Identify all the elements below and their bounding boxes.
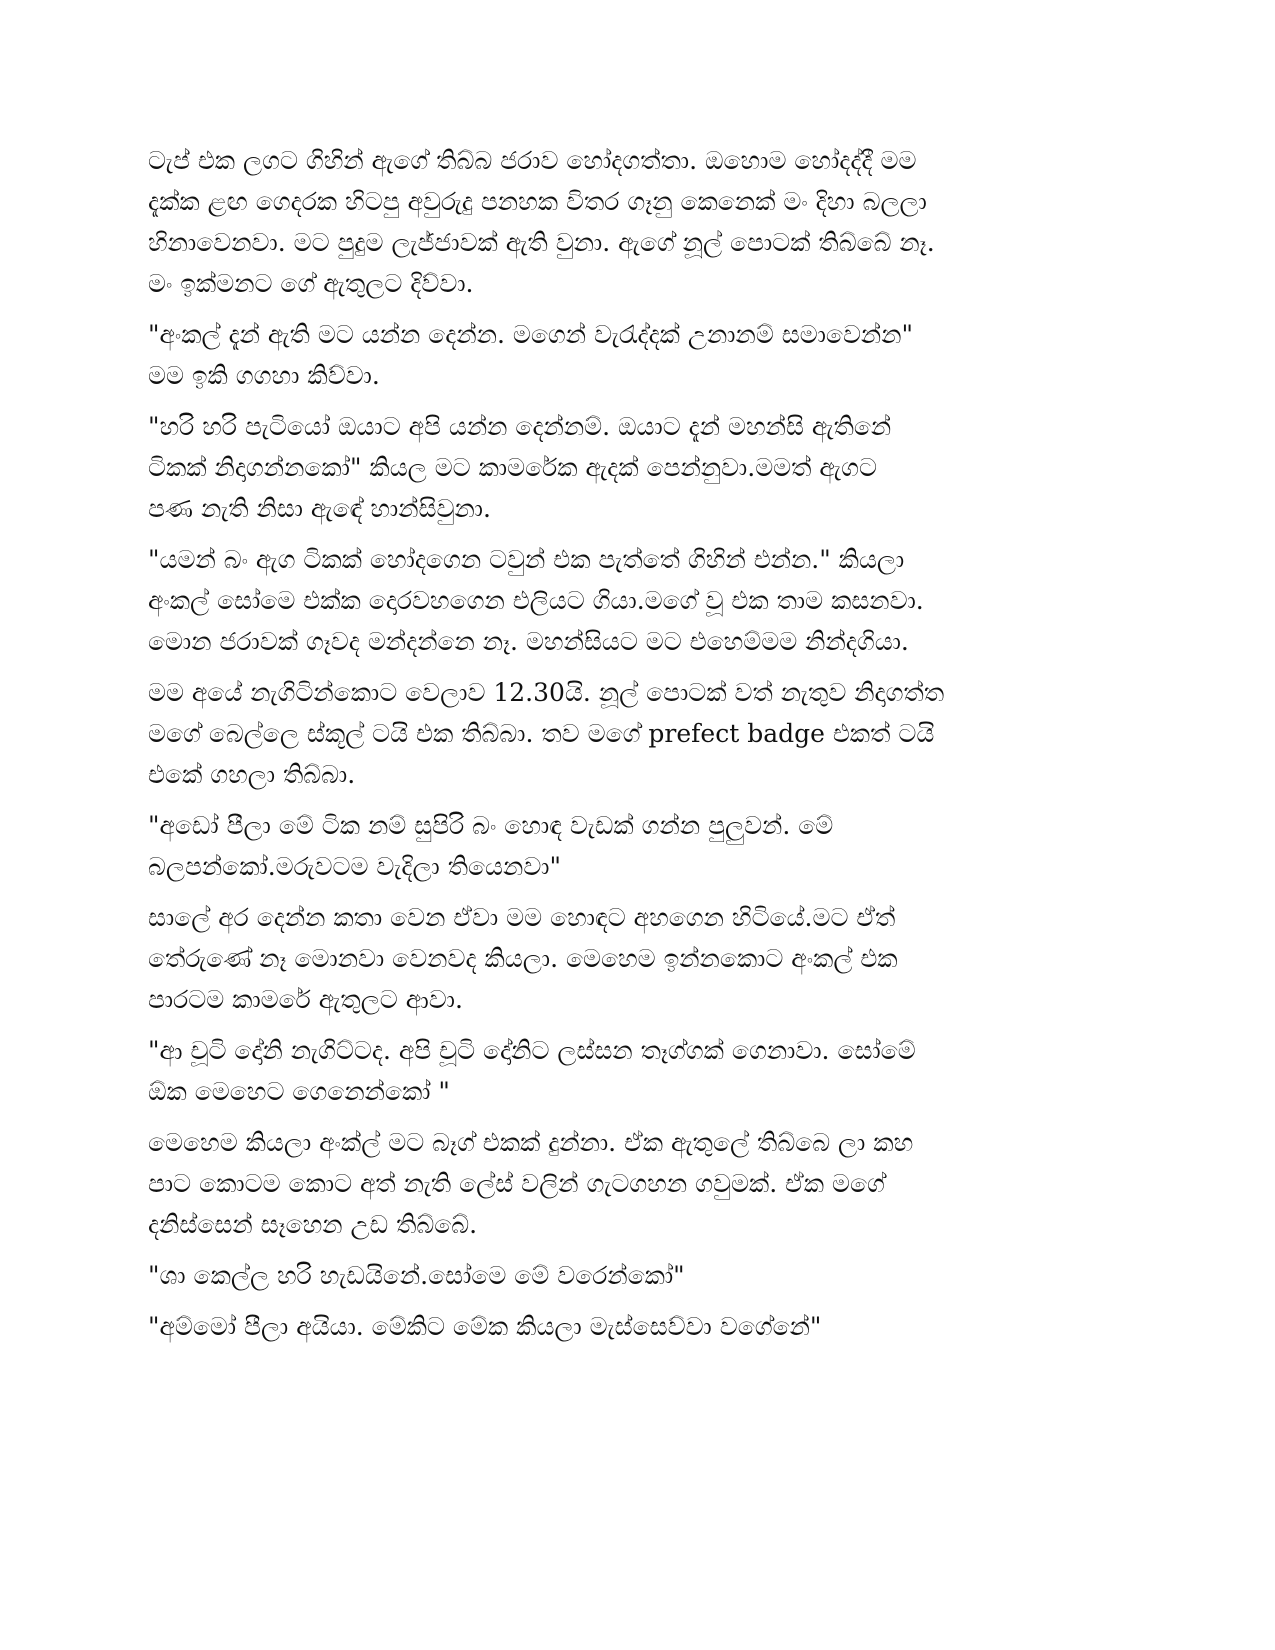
text-line: ටිකක් නිදාගන්නකෝ" කියල මට කාමරේක ඇදක් පෙන්නුවා.මමත් ඇගට: [148, 453, 877, 482]
text-line: පණ නැති නිසා ඇඳේ හාන්සිවුනා.: [148, 494, 491, 523]
paragraph-8: [148, 1030, 1138, 1112]
text-line: බලපන්කෝ.මරුවටම වැදිලා තියෙනවා": [148, 852, 562, 881]
text-line: සාලේ අර දෙන්න කතා වෙන ඒවා මම හොඳට අහගෙන හිටියේ.මට ඒත්: [148, 903, 896, 932]
text-line: මොන ජරාවක් ගෑවද මන්දන්නෙ නෑ. මහන්සියට මට එහෙම්මම නින්දගියා.: [148, 627, 909, 656]
text-line: ඕක මෙහෙට ගෙනෙන්කෝ ": [148, 1077, 450, 1106]
text-line: එකේ ගහලා තිබ්බා.: [148, 760, 356, 789]
text-line: පාරටම කාමරේ ඇතුලට ආවා.: [148, 985, 463, 1014]
text-line: තේරුණේ නෑ මොනවා වෙනවද කියලා. මෙහෙම ඉන්නකොට අංකල් එක: [148, 944, 898, 973]
paragraph-4: [148, 539, 1138, 662]
text-line: මම අයේ නැගිටින්කොට වෙලාව 12.30යි. නූල් පොටක් වත් නැතුව නිදාගත්ත: [148, 678, 945, 707]
text-line: "ශා කෙල්ල හරි හැඩයිනේ.සෝමෙ මේ වරෙන්කෝ": [148, 1261, 685, 1290]
paragraph-7: [148, 897, 1138, 1020]
paragraph-11: [148, 1306, 1138, 1347]
text-line: "අඩෝ පීලා මේ ටික නම් සුපිරි බං හොඳ වැඩක් ගන්න පුලුවන්. මේ: [148, 811, 834, 840]
story-text: [148, 140, 1138, 1357]
text-line: මං ඉක්මනට ගේ ඇතුලට දිව්වා.: [148, 269, 474, 298]
text-line: මගේ බෙල්ලෙ ස්කූල් ටයි එක තිබ්බා. තව මගේ prefect badge එකත් ටයි: [148, 719, 935, 748]
text-line: "අංකල් දැන් ඇති මට යන්න දෙන්න. මගෙන් වැරැද්දක් උනානම් සමාවෙන්න": [148, 320, 914, 349]
paragraph-9: [148, 1122, 1138, 1245]
text-line: දැක්ක ළඟ ගෙදරක හිටපු අවුරුදු පනහක විතර ගෑනු කෙනෙක් මං දිහා බලලා: [148, 187, 927, 216]
text-line: "හරි හරි පැටියෝ ඔයාට අපි යන්න දෙන්නම්. ඔයාට දැන් මහන්සි ඇතිනේ: [148, 412, 892, 441]
text-line: අංකල් සෝමෙ එක්ක දොරවහගෙන එලියට ගියා.මගේ වූ එක තාම කසනවා.: [148, 586, 924, 615]
text-line: හිනාවෙනවා. මට පුදුම ලැජ්ජාවක් ඇති වුනා. ඇගේ නූල් පොටක් තිබ්බේ නෑ.: [148, 228, 935, 257]
text-line: පාට කොටම කොට අත් නැති ලේස් වලින් ගැටගහන ගවුමක්. ඒක මගේ: [148, 1169, 885, 1198]
text-line: "ආ චූටි දෝනි නැගිට්ටද. අපි චූටි දෝනිට ලස්සන තෑග්ගක් ගෙනාවා. සෝමේ: [148, 1036, 916, 1065]
text-line: ටැප් එක ලගට ගිහින් ඇගේ තිබ්බ ජරාව හෝදගත්තා. ඔහොම හෝදද්දී මම: [148, 146, 917, 175]
text-line: මම ඉකි ගගහා කිව්වා.: [148, 361, 380, 390]
paragraph-6: [148, 805, 1138, 887]
paragraph-1: [148, 140, 1138, 304]
paragraph-10: [148, 1255, 1138, 1296]
text-line: දනිස්සෙන් සෑහෙන උඩ තිබ්බේ.: [148, 1210, 478, 1239]
text-line: මෙහෙම කියලා අංක්ල් මට බෑග් එකක් දුන්නා. ඒක ඇතුලේ තිබ්බෙ ලා කහ: [148, 1128, 914, 1157]
text-line: "යමන් බං ඇග ටිකක් හෝදගෙන ටවුන් එක පැත්තේ ගිහින් එන්න." කියලා: [148, 545, 905, 574]
paragraph-3: [148, 406, 1138, 529]
paragraph-5: [148, 672, 1138, 795]
text-line: "අම්මෝ පීලා අයියා. මේකිට මේක කියලා මැස්සෙව්වා වගේනේ": [148, 1312, 822, 1341]
paragraph-2: [148, 314, 1138, 396]
